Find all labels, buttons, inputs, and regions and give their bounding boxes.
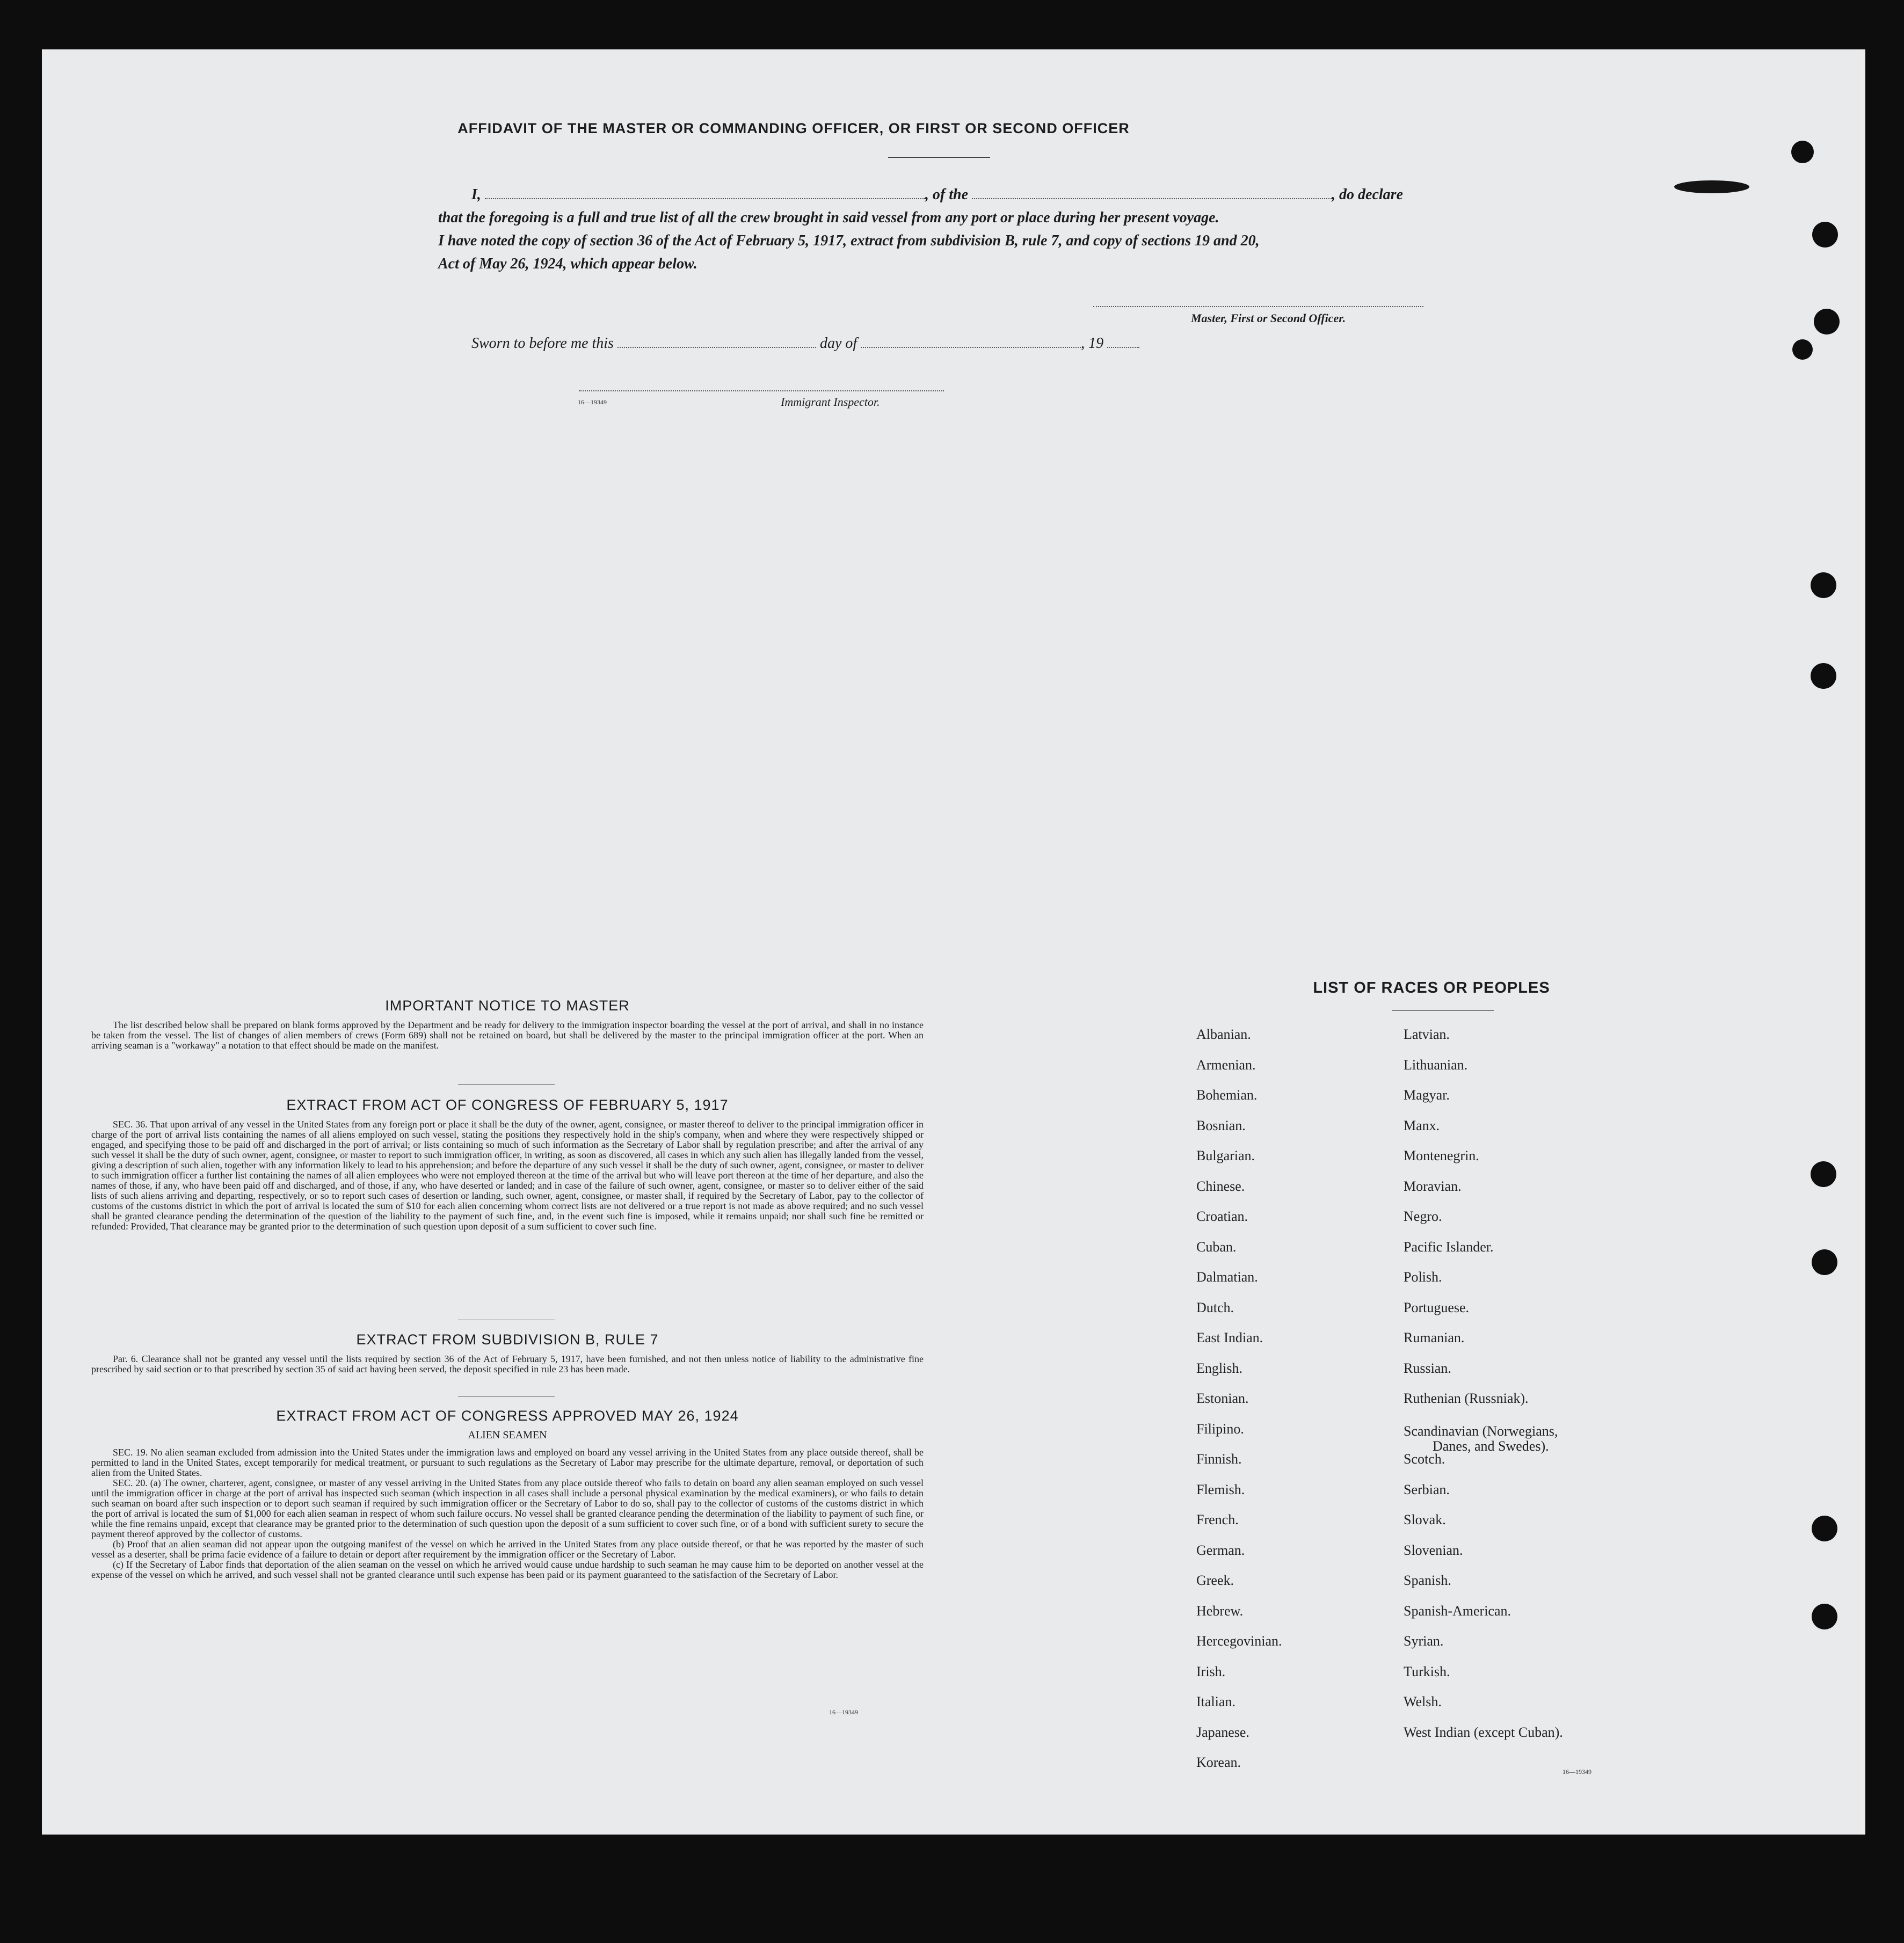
year-prefix-label: , 19 xyxy=(1081,335,1104,352)
affidavit-of-the-label: , of the xyxy=(925,186,969,203)
race-item: Filipino. xyxy=(1196,1421,1244,1437)
race-item: West Indian (except Cuban). xyxy=(1404,1724,1563,1740)
races-divider xyxy=(1392,1010,1494,1011)
notice-body xyxy=(91,1020,924,1051)
subdivision-b-body xyxy=(91,1354,924,1374)
race-item: Greek. xyxy=(1196,1573,1234,1588)
race-item: French. xyxy=(1196,1512,1239,1527)
notice-title: IMPORTANT NOTICE TO MASTER xyxy=(385,998,630,1014)
binder-hole xyxy=(1811,572,1836,598)
inspector-caption: Immigrant Inspector. xyxy=(781,395,880,409)
race-item: Manx. xyxy=(1404,1117,1440,1133)
sworn-year-field[interactable] xyxy=(1107,346,1139,348)
race-item: Hebrew. xyxy=(1196,1603,1244,1619)
binder-hole xyxy=(1812,1249,1837,1275)
extract-1924-body xyxy=(91,1447,924,1580)
race-item: Portuguese. xyxy=(1404,1299,1470,1315)
race-item: Montenegrin. xyxy=(1404,1148,1479,1163)
race-item: Moravian. xyxy=(1404,1178,1462,1194)
race-item: Albanian. xyxy=(1196,1027,1251,1042)
section-19-paragraph: SEC. 19. No alien seaman excluded from admission into the United States under the immigration laws and employed on board any vessel arriving in the United States from any place outside thereof, shall be permitted to land in the United States, except temporarily for medical treatment, or pursuant to such regulations as the Secretary of Labor may prescribe for the ultimate departure, removal, or deportation of such alien from the United States. xyxy=(91,1447,924,1478)
race-item: Russian. xyxy=(1404,1360,1451,1376)
binder-hole xyxy=(1811,1161,1836,1187)
binder-hole xyxy=(1812,1516,1837,1541)
subdivision-b-title: EXTRACT FROM SUBDIVISION B, RULE 7 xyxy=(356,1331,659,1348)
signature-caption: Master, First or Second Officer. xyxy=(1191,311,1346,325)
race-item: Korean. xyxy=(1196,1755,1241,1770)
binder-hole xyxy=(1812,222,1838,248)
races-form-number: 16—19349 xyxy=(1563,1768,1591,1775)
alien-seamen-subtitle: ALIEN SEAMEN xyxy=(468,1429,547,1441)
rule-7-paragraph: Par. 6. Clearance shall not be granted any vessel until the lists required by section 36 of the Act of February 5, 1917, have been furnished, and not then unless notice of liability to the administrative fine prescribed by said section or to that prescribed by section 35 of said act having been served, the deposit specified in rule 23 has been made. xyxy=(91,1353,924,1374)
extract-form-number: 16—19349 xyxy=(829,1708,858,1716)
master-name-field[interactable] xyxy=(485,198,925,199)
race-item: Slovak. xyxy=(1404,1512,1446,1527)
race-item: Flemish. xyxy=(1196,1481,1245,1497)
section-20b-paragraph: (b) Proof that an alien seaman did not appear upon the outgoing manifest of the vessel on which he arrived in the United States from any place outside thereof, or that he was reported by the master of such vessel as a deserter, shall be prima facie evidence of a failure to detain or deport after requirement by the immigration officer or the Secretary of Labor. xyxy=(91,1539,924,1560)
race-item: Magyar. xyxy=(1404,1087,1450,1103)
sworn-label: Sworn to before me this xyxy=(471,335,614,352)
race-item: Irish. xyxy=(1196,1663,1226,1679)
inspector-signature-line[interactable] xyxy=(579,390,944,391)
race-item: Armenian. xyxy=(1196,1057,1256,1073)
race-item: Hercegovinian. xyxy=(1196,1633,1282,1649)
race-item: Finnish. xyxy=(1196,1451,1242,1467)
race-item: Welsh. xyxy=(1404,1694,1442,1709)
binder-hole xyxy=(1814,309,1840,334)
vessel-name-field[interactable] xyxy=(972,198,1332,199)
race-item: Slovenian. xyxy=(1404,1542,1463,1558)
section-20c-paragraph: (c) If the Secretary of Labor finds that deportation of the alien seaman on the vessel on which he arrived would cause undue hardship to such seaman he may cause him to be deported on another vessel at the expense of the vessel on which he arrived, and such vessel shall not be granted clearance until such expense has been paid or its payment guaranteed to the satisfaction of the Secretary of Labor. xyxy=(91,1559,924,1580)
race-item: Pacific Islander. xyxy=(1404,1239,1494,1255)
races-title: LIST OF RACES OR PEOPLES xyxy=(1313,979,1550,996)
extract-1917-title: EXTRACT FROM ACT OF CONGRESS OF FEBRUARY 5, 1917 xyxy=(286,1097,729,1113)
race-item: Chinese. xyxy=(1196,1178,1245,1194)
binder-hole xyxy=(1812,1604,1837,1629)
race-item: Spanish. xyxy=(1404,1573,1451,1588)
sworn-day-field[interactable] xyxy=(617,346,816,348)
race-item: Italian. xyxy=(1196,1694,1236,1709)
ink-smudge xyxy=(1674,180,1749,193)
race-item: Bosnian. xyxy=(1196,1117,1246,1133)
sworn-month-field[interactable] xyxy=(861,346,1081,348)
race-item: Cuban. xyxy=(1196,1239,1237,1255)
affidavit-line-4: Act of May 26, 1924, which appear below. xyxy=(438,256,697,272)
race-item: Scandinavian (Norwegians, xyxy=(1404,1423,1558,1439)
signature-line[interactable] xyxy=(1093,306,1423,307)
affidavit-line-3: I have noted the copy of section 36 of the Act of February 5, 1917, extract from subdivision B, rule 7, and copy of sections 19 and 20, xyxy=(438,232,1260,249)
binder-hole xyxy=(1792,339,1813,360)
race-item: Spanish-American. xyxy=(1404,1603,1511,1619)
race-item: Syrian. xyxy=(1404,1633,1444,1649)
race-item: Bulgarian. xyxy=(1196,1148,1255,1163)
race-item: Rumanian. xyxy=(1404,1330,1465,1345)
race-item: Latvian. xyxy=(1404,1027,1450,1042)
race-item: Lithuanian. xyxy=(1404,1057,1468,1073)
race-item: Negro. xyxy=(1404,1209,1442,1224)
race-item: English. xyxy=(1196,1360,1242,1376)
extract-1917-body xyxy=(91,1119,924,1232)
title-divider xyxy=(888,157,990,158)
race-item: East Indian. xyxy=(1196,1330,1263,1345)
binder-hole xyxy=(1811,663,1836,689)
binder-hole xyxy=(1791,141,1814,163)
sworn-line xyxy=(471,335,1277,352)
race-item: Serbian. xyxy=(1404,1481,1450,1497)
extract-1924-title: EXTRACT FROM ACT OF CONGRESS APPROVED MAY 26, 1924 xyxy=(276,1408,739,1424)
race-item: Scotch. xyxy=(1404,1451,1445,1467)
affidavit-i-label: I, xyxy=(471,186,481,203)
affidavit-form-number: 16—19349 xyxy=(578,398,607,406)
day-of-label: day of xyxy=(819,335,857,352)
race-item: Dutch. xyxy=(1196,1299,1234,1315)
affidavit-title: AFFIDAVIT OF THE MASTER OR COMMANDING OFFICER, OR FIRST OR SECOND OFFICER xyxy=(457,120,1130,136)
section-20a-paragraph: SEC. 20. (a) The owner, charterer, agent, consignee, or master of any vessel arriving in the United States from any place outside thereof who fails to detain on board any alien seaman employed on such vessel until the immigration officer in charge at the port of arrival has inspected such seaman (which inspection in all cases shall include a personal physical examination by the medical examiners), or who fails to detain such seaman on board after such inspection or to deport such seaman if required by such immigration officer or the Secretary of Labor to do so, shall pay to the collector of customs of the customs district in which the port of arrival is located the sum of $1,000 for each alien seaman in respect of whom such failure occurs. No vessel shall be granted clearance pending the determination of the liability to payment of such fine, or while the fine remains unpaid, except that clearance may be granted prior to the determination of such question upon the deposit of a sum sufficient to cover such fine, or of a bond with sufficient surety to secure the payment thereof approved by the collector of customs. xyxy=(91,1478,924,1539)
race-item: Dalmatian. xyxy=(1196,1269,1258,1285)
race-item: Polish. xyxy=(1404,1269,1442,1285)
race-item: Turkish. xyxy=(1404,1663,1450,1679)
race-item: Danes, and Swedes). xyxy=(1433,1438,1549,1454)
affidavit-declare-label: , do declare xyxy=(1332,186,1403,203)
race-item: Croatian. xyxy=(1196,1209,1248,1224)
affidavit-line-2: that the foregoing is a full and true list of all the crew brought in said vessel from any port or place during her present voyage. xyxy=(438,209,1219,226)
affidavit-line-1 xyxy=(471,186,1492,203)
race-item: German. xyxy=(1196,1542,1245,1558)
race-item: Japanese. xyxy=(1196,1724,1249,1740)
race-item: Ruthenian (Russniak). xyxy=(1404,1391,1529,1406)
section-36-paragraph: SEC. 36. That upon arrival of any vessel in the United States from any foreign port or place it shall be the duty of the owner, agent, consignee, or master thereof to deliver to the principal immigration officer in charge of the port of arrival lists containing the names of all aliens employed on such vessel, stating the positions they respectively hold in the ship's company, when and where they were respectively shipped or engaged, and specifying those to be paid off and discharged in the port of arrival; or lists containing so much of such information as the Secretary of Labor shall by regulation prescribe; and after the arrival of any such vessel it shall be the duty of such owner, agent, consignee, or master to report to such immigration officer, in writing, as soon as discovered, all cases in which any such alien has illegally landed from the vessel, giving a description of such alien, together with any information likely to lead to his apprehension; and before the departure of any such vessel it shall be the duty of such owner, agent, consignee, or master to deliver to such immigration officer a further list containing the names of all alien employees who were not employed thereon at the time of the arrival but who will leave port thereon at the time of her departure, and also the names of those, if any, who have been paid off and discharged, and of those, if any, who have deserted or landed; and in case of the failure of such owner, agent, consignee, or master so to deliver either of the said lists of such aliens arriving and departing, respectively, or so to report such cases of desertion or landing, such owner, agent, consignee, or master shall, if required by the Secretary of Labor, pay to the collector of customs of the customs district in which the port of arrival is located the sum of $10 for each alien concerning whom correct lists are not delivered or a true report is not made as above required; and no such vessel shall be granted clearance pending the determination of the question of the liability to the payment of such fine, and, in the event such fine is imposed, while it remains unpaid; nor shall such fine be remitted or refunded: Provided, That clearance may be granted prior to the determination of such question upon deposit of a sum sufficient to cover such fine. xyxy=(91,1119,924,1232)
document-page xyxy=(42,49,1865,1835)
notice-paragraph: The list described below shall be prepared on blank forms approved by the Department and be ready for delivery to the immigration inspector boarding the vessel at the port of arrival, and shall in no instance be taken from the vessel. The list of changes of alien members of crews (Form 689) shall not be retained on board, but shall be delivered by the master to the principal immigration officer at the port. When an arriving seaman is a "workaway" a notation to that effect should be made on the manifest. xyxy=(91,1020,924,1051)
race-item: Bohemian. xyxy=(1196,1087,1258,1103)
race-item: Estonian. xyxy=(1196,1391,1249,1406)
